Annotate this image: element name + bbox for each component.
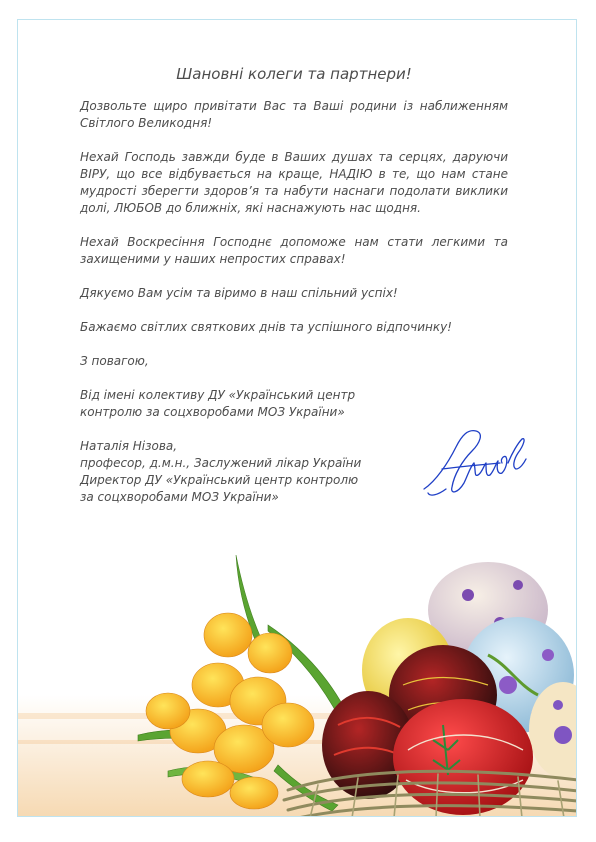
- paragraph-resurrection-wish: Нехай Воскресіння Господнє допоможе нам стати легкими та захищеними у наших непростих справах!: [80, 235, 508, 266]
- easter-illustration: [18, 535, 577, 817]
- paragraph-thanks: Дякуємо Вам усім та віримо в наш спільний успіх!: [80, 286, 398, 300]
- greeting-heading: Шановні колеги та партнери!: [176, 65, 412, 83]
- handwritten-signature-icon: [418, 423, 533, 501]
- collective-line: Від імені колективу ДУ «Український центр: [80, 388, 356, 402]
- collective-block: [80, 387, 508, 421]
- closing-line: З повагою,: [80, 354, 149, 368]
- collective-line: контролю за соцхворобами МОЗ України»: [80, 405, 345, 419]
- signatory-position: Директор ДУ «Український центр контролю: [80, 473, 359, 487]
- paragraph-holiday-wish: Бажаємо світлих святкових днів та успішного відпочинку!: [80, 320, 452, 334]
- paragraph-faith-hope-love: Нехай Господь завжди буде в Ваших душах та серцях, даруючи ВІРУ, що все відбувається на краще, НАДІЮ в те, що нам стане мудрості зберегти здоров’я та набути наснаги подолати виклики долі, ЛЮБОВ до ближніх, які наснажують нас щодня.: [80, 150, 508, 215]
- signatory-organization: за соцхворобами МОЗ України»: [80, 490, 279, 504]
- paragraph-easter-greeting: Дозвольте щиро привітати Вас та Ваші родини із наближенням Світлого Великодня!: [80, 99, 508, 130]
- letter-page: [17, 19, 577, 817]
- signatory-name: Наталія Нізова,: [80, 439, 178, 453]
- signatory-title: професор, д.м.н., Заслужений лікар України: [80, 456, 362, 470]
